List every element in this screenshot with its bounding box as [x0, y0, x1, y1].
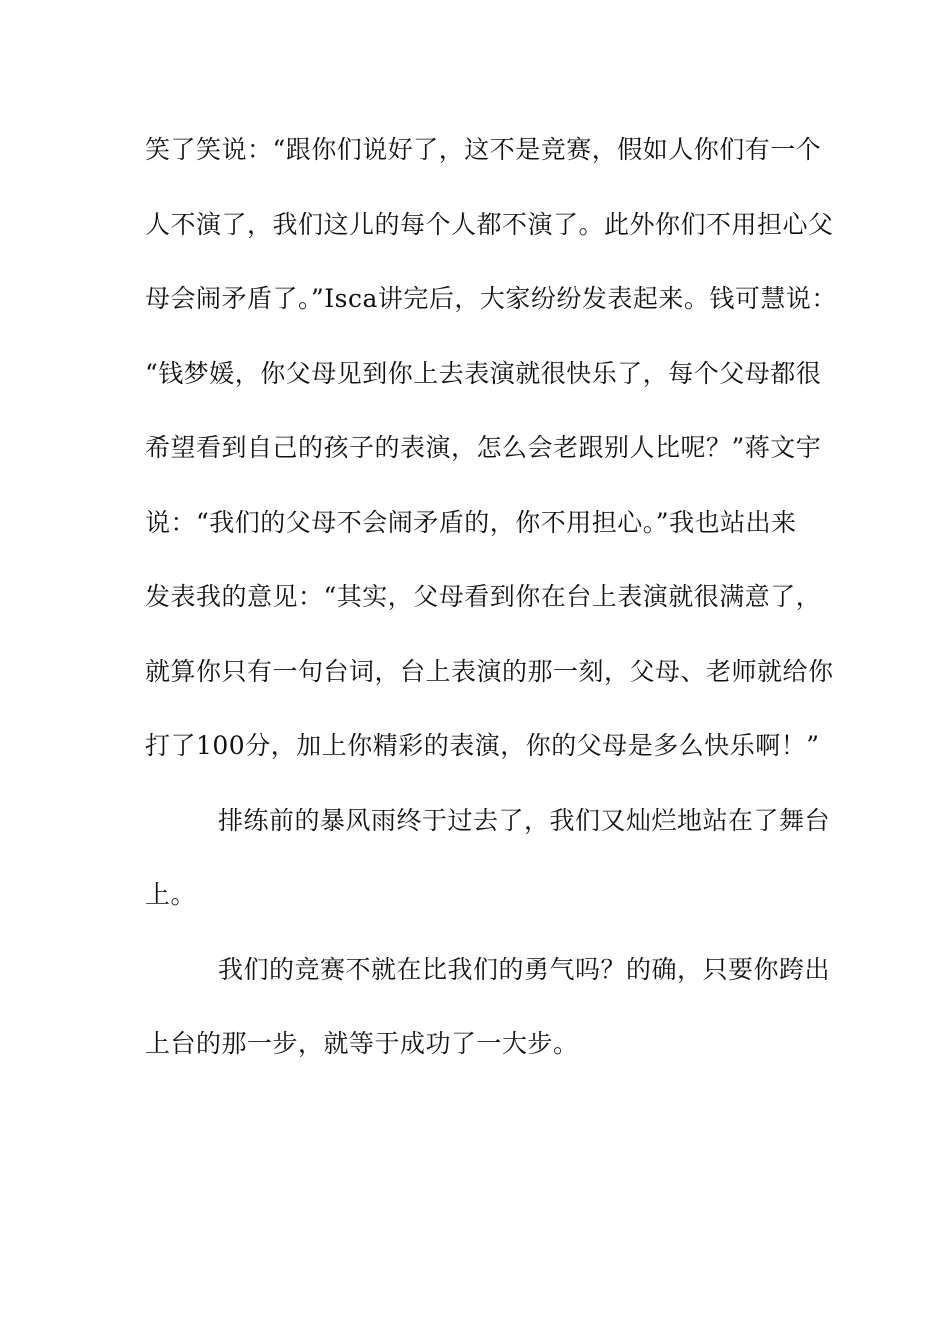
text-line: 希望看到自己的孩子的表演，怎么会老跟别人比呢？”蒋文宇 [145, 433, 822, 462]
paragraph-first-line: 排练前的暴风雨终于过去了，我们又灿烂地站在了舞台 [218, 805, 831, 835]
text-line: “钱梦媛，你父母见到你上去表演就很快乐了，每个父母都很 [145, 358, 822, 388]
text-line: 打了100分，加上你精彩的表演，你的父母是多么快乐啊！” [145, 731, 820, 760]
paragraph-first-line: 我们的竞赛不就在比我们的勇气吗？的确，只要你跨出 [218, 954, 831, 984]
text-line: 上。 [145, 880, 197, 909]
text-line: 上台的那一步，就等于成功了一大步。 [145, 1029, 579, 1058]
text-line: 就算你只有一句台词，台上表演的那一刻，父母、老师就给你 [145, 656, 834, 686]
text-line: 发表我的意见：“其实，父母看到你在台上表演就很满意了， [145, 582, 822, 611]
text-line: 说：“我们的父母不会闹矛盾的，你不用担心。”我也站出来 [145, 507, 797, 537]
text-line: 母会闹矛盾了。”Isca讲完后，大家纷纷发表起来。钱可慧说： [145, 284, 837, 313]
text-line: 笑了笑说：“跟你们说好了，这不是竞赛，假如人你们有一个 [145, 135, 822, 164]
text-line: 人不演了，我们这儿的每个人都不演了。此外你们不用担心父 [145, 209, 834, 239]
document-body [145, 130, 837, 1099]
